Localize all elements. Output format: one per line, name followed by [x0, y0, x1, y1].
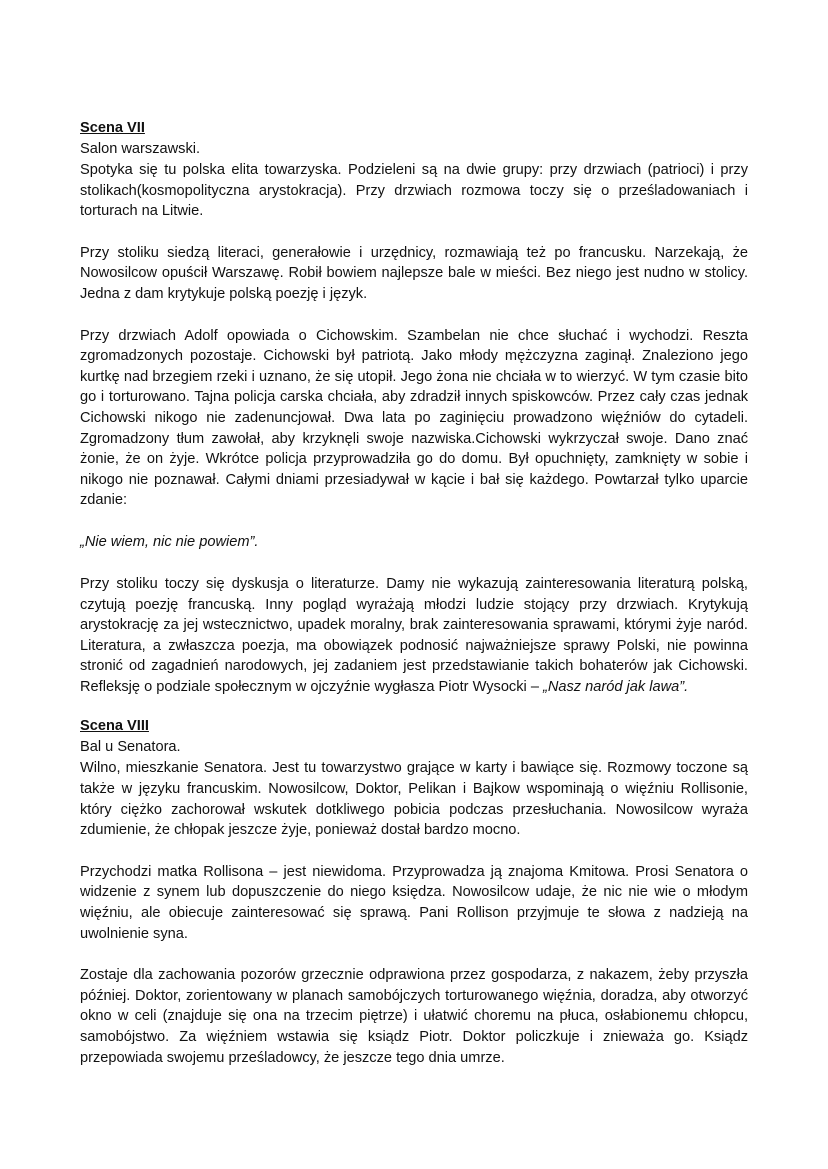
scene-8-paragraph-1: Wilno, mieszkanie Senatora. Jest tu towarzystwo grające w karty i bawiące się. Rozmowy toczone są także w języku francuskim. Nowosilcow, Doktor, Pelikan i Bajkow wspominają o więźniu Rollisonie, który ciężko zachorował wskutek dotkliwego pobicia podczas przesłuchania. Nowosilcow wyraża zdumienie, że chłopak jeszcze żyje, ponieważ dostał bardzo mocno.	[80, 760, 748, 839]
scene-7-paragraph-4-text: Przy stoliku toczy się dyskusja o literaturze. Damy nie wykazują zainteresowania literaturą polską, czytują poezję francuską. Inny pogląd wyrażają młodzi ludzie stojący przy drzwiach. Krytykują arystokrację za jej wstecznictwo, upadek moralny, brak zainteresowania sprawami, którymi żyje naród. Literatura, a zwłaszcza poezja, ma obowiązek podnosić najważniejsze sprawy Polski, nie powinna stronić od zagadnień narodowych, jej zadaniem jest przedstawianie takich bohaterów jak Cichowski. Refleksję o podziale społecznym w ojczyźnie wygłasza Piotr Wysocki –	[80, 575, 748, 695]
scene-8-subtitle: Bal u Senatora.	[80, 739, 181, 756]
scene-7-heading: Scena VII	[80, 120, 145, 136]
scene-7-paragraph-4	[80, 574, 748, 698]
scene-8-heading: Scena VIII	[80, 718, 149, 735]
scene-7-paragraph-2: Przy stoliku siedzą literaci, generałowie i urzędnicy, rozmawiają też po francusku. Narzekają, że Nowosilcow opuścił Warszawę. Robił bowiem najlepsze bale w mieści. Bez niego jest nudno w stolicy. Jedna z dam krytykuje polską poezję i język.	[80, 244, 748, 302]
scene-7-paragraph-1: Spotyka się tu polska elita towarzyska. Podzieleni są na dwie grupy: przy drzwiach (patrioci) i przy stolikach(kosmopolityczna arystokracja). Przy drzwiach rozmowa toczy się o prześladowaniach i torturach na Litwie.	[80, 162, 748, 220]
scene-7-subtitle: Salon warszawski.	[80, 141, 201, 157]
scene-7-paragraph-4-quote: „Nasz naród jak lawa”.	[543, 678, 689, 695]
scene-7-quote: „Nie wiem, nic nie powiem”.	[80, 533, 259, 550]
scene-8-paragraph-3: Zostaje dla zachowania pozorów grzecznie odprawiona przez gospodarza, z nakazem, żeby przyszła później. Doktor, zorientowany w planach samobójczych torturowanego więźnia, doradza, aby otworzyć okno w celi (znajduje się ona na trzecim piętrze) i ułatwić choremu na płuca, osłabionemu chłopcu, samobójstwo. Za więźniem wstawia się ksiądz Piotr. Doktor policzkuje i znieważa go. Ksiądz przepowiada swojemu prześladowcy, że jeszcze tego dnia umrze.	[80, 967, 748, 1066]
scene-8-paragraph-2: Przychodzi matka Rollisona – jest niewidoma. Przyprowadza ją znajoma Kmitowa. Prosi Senatora o widzenie z synem lub dopuszczenie do niego księdza. Nowosilcow udaje, że nic nie wie o młodym więźniu, ale obiecuje zainteresować się sprawą. Pani Rollison przyjmuje te słowa z nadzieją na uwolnienie syna.	[80, 863, 748, 942]
scene-7-paragraph-3: Przy drzwiach Adolf opowiada o Cichowskim. Szambelan nie chce słuchać i wychodzi. Reszta zgromadzonych pozostaje. Cichowski był patriotą. Jako młody mężczyzna zaginął. Znaleziono jego kurtkę nad brzegiem rzeki i uznano, że się utopił. Jego żona nie chciała w to wierzyć. W tym czasie bito go i torturowano. Tajna policja carska chciała, aby zdradził innych spiskowców. Przez cały czas jednak Cichowski nikogo nie zadenuncjował. Dwa lata po zaginięciu prowadzono więźniów do cytadeli. Zgromadzony tłum zawołał, aby krzyknęli swoje nazwiska.Cichowski wykrzyczał swoje. Dano znać żonie, że on żyje. Wkrótce policja przyprowadziła go do domu. Był opuchnięty, zamknięty w sobie i nikogo nie poznawał. Całymi dniami przesiadywał w kącie i bał się każdego. Powtarzał tylko uparcie zdanie:	[80, 327, 748, 509]
